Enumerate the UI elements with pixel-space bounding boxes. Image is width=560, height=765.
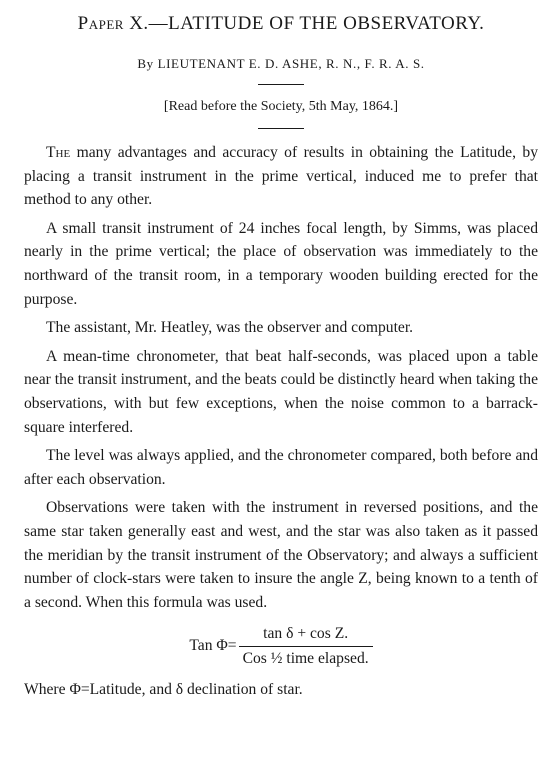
paper-title: [24, 0, 538, 36]
body-text: [24, 141, 538, 614]
read-note: [Read before the Society, 5th May, 1864.]: [163, 99, 399, 114]
paragraph: [24, 444, 538, 491]
latitude-formula: [24, 622, 538, 670]
paragraph: [24, 496, 538, 614]
paragraph: [24, 141, 538, 212]
divider: [258, 128, 304, 129]
formula-legend: Where Φ=Latitude, and δ declination of star.: [24, 681, 303, 699]
author-line: By LIEUTENANT E. D. ASHE, R. N., F. R. A. S.: [137, 56, 425, 71]
paragraph-text: Observations were taken with the instrument in reversed positions, and the same star taken generally east and west, and the star was also taken as it passed the meridian by the transit instrument of the Observatory; and always a sufficient number of clock-stars were taken to insure the angle Z, being known to a tenth of a second. When this formula was used.: [24, 499, 538, 611]
paragraph: [24, 345, 538, 439]
paragraph: [24, 316, 538, 340]
paragraph: [24, 217, 538, 311]
paragraph-text: many advantages and accuracy of results in obtaining the Latitude, by placing a transit instrument in the prime vertical, induced me to prefer that method to any other.: [24, 144, 538, 209]
paragraph-text: A mean-time chronometer, that beat half-seconds, was placed upon a table near the transit instrument, and the beats could be distinctly heard when taking the observations, with but few exceptions, when the noise common to a barrack-square interfered.: [24, 347, 538, 436]
formula-lhs: Tan Φ=: [189, 637, 237, 655]
formula-numerator: tan δ + cos Z.: [263, 624, 349, 642]
paper-number: Paper X.—: [77, 13, 169, 34]
paper-title-text: LATITUDE OF THE OBSERVATORY.: [168, 13, 485, 34]
paragraph-text: The assistant, Mr. Heatley, was the observer and computer.: [46, 319, 414, 337]
paragraph-text: The level was always applied, and the chronometer compared, both before and after each observation.: [24, 447, 538, 488]
paragraph-lead: The: [46, 144, 71, 161]
divider: [258, 84, 304, 85]
formula-fraction: [239, 624, 373, 669]
formula-denominator: Cos ½ time elapsed.: [239, 646, 373, 669]
paragraph-text: A small transit instrument of 24 inches focal length, by Simms, was placed nearly in the prime vertical; the place of observation was immediately to the northward of the transit room, in a temporary wooden building erected for the purpose.: [24, 219, 538, 308]
